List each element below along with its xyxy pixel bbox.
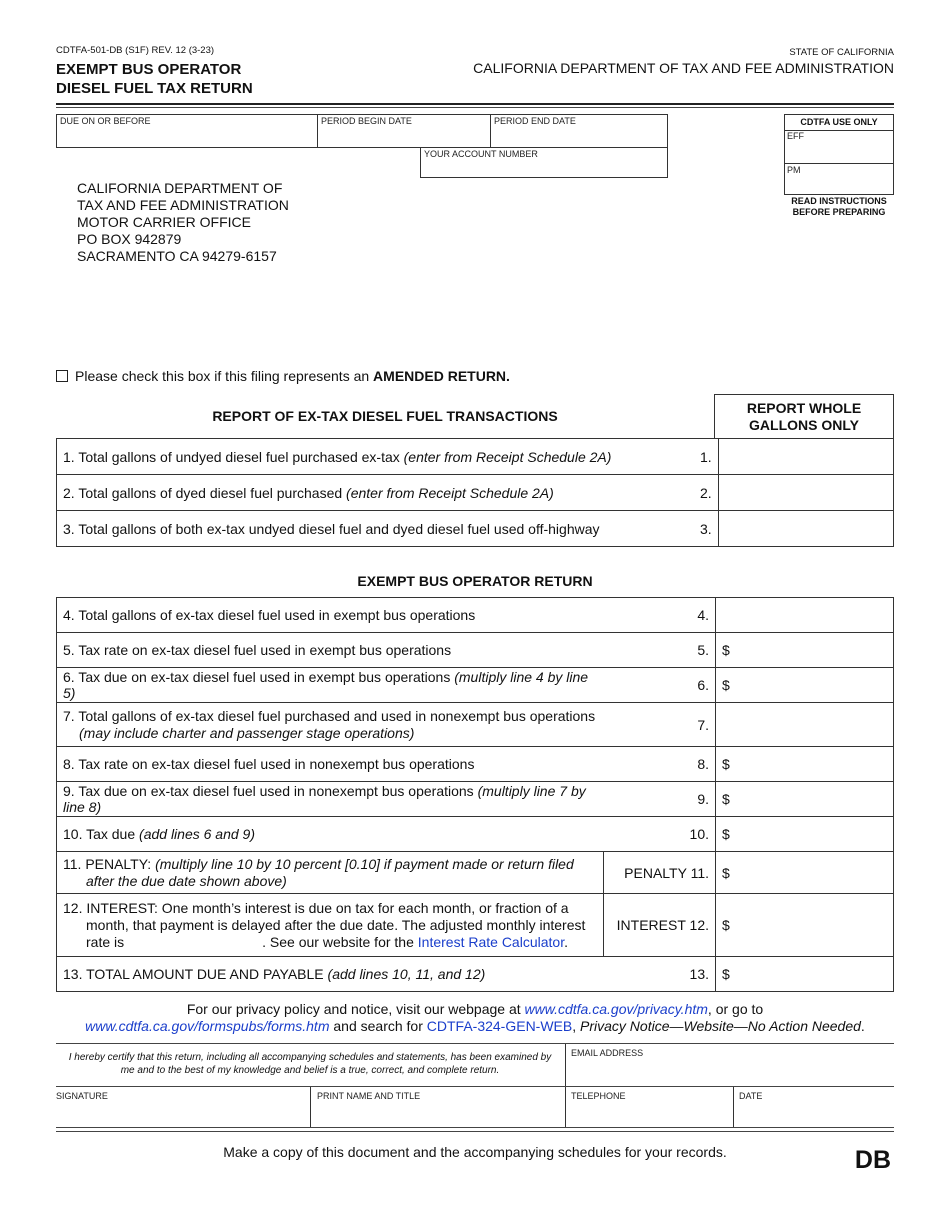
read-instructions-line2: BEFORE PREPARING bbox=[792, 207, 886, 217]
whole-gallons-line1: REPORT WHOLE bbox=[746, 400, 862, 416]
line13-description: 13. TOTAL AMOUNT DUE AND PAYABLE (add lines 10, 11, and 12) bbox=[57, 957, 604, 992]
penalty-label: PENALTY 11. bbox=[603, 852, 716, 894]
line5-description: 5. Tax rate on ex-tax diesel fuel used in exempt bus operations bbox=[57, 633, 604, 668]
date-label: DATE bbox=[739, 1091, 763, 1101]
section2-table bbox=[56, 597, 894, 992]
form-title-line1: EXEMPT BUS OPERATOR bbox=[56, 61, 242, 78]
period-end-label: PERIOD END DATE bbox=[494, 116, 576, 126]
interest-rate-calculator-link[interactable]: Interest Rate Calculator bbox=[417, 933, 565, 950]
cert-bottom-border-2 bbox=[56, 1131, 894, 1132]
line4-description: 4. Total gallons of ex-tax diesel fuel used in exempt bus operations bbox=[57, 598, 604, 633]
section1-table bbox=[56, 438, 894, 547]
due-date-label: DUE ON OR BEFORE bbox=[60, 116, 151, 126]
table-row bbox=[57, 598, 894, 633]
form-id: CDTFA-501-DB (S1F) REV. 12 (3-23) bbox=[56, 45, 215, 56]
email-label: EMAIL ADDRESS bbox=[571, 1048, 644, 1058]
form-title-line2: DIESEL FUEL TAX RETURN bbox=[56, 80, 253, 97]
line12-amount[interactable]: $ bbox=[716, 894, 894, 957]
line10-description: 10. Tax due (add lines 6 and 9) bbox=[57, 817, 604, 852]
line10-amount[interactable]: $ bbox=[716, 817, 894, 852]
line1-description: 1. Total gallons of undyed diesel fuel purchased ex-tax (enter from Receipt Schedule 2A) bbox=[57, 439, 694, 475]
line4-amount[interactable] bbox=[716, 598, 894, 633]
mailing-address bbox=[77, 180, 289, 265]
department-name: CALIFORNIA DEPARTMENT OF TAX AND FEE ADMINISTRATION bbox=[473, 60, 894, 76]
line5-amount[interactable]: $ bbox=[716, 633, 894, 668]
address-line: CALIFORNIA DEPARTMENT OF bbox=[77, 180, 283, 196]
table-row bbox=[57, 782, 894, 817]
table-row bbox=[57, 475, 894, 511]
table-row bbox=[57, 668, 894, 703]
line8-description: 8. Tax rate on ex-tax diesel fuel used in nonexempt bus operations bbox=[57, 747, 604, 782]
line1-number: 1. bbox=[694, 439, 718, 475]
line8-number: 8. bbox=[603, 747, 716, 782]
table-row bbox=[57, 747, 894, 782]
form-code: DB bbox=[854, 1146, 891, 1174]
line3-amount[interactable] bbox=[718, 511, 893, 547]
table-row bbox=[57, 703, 894, 747]
header-divider-thin bbox=[56, 107, 894, 108]
line9-description: 9. Tax due on ex-tax diesel fuel used in nonexempt bus operations (multiply line 7 by line 8) bbox=[57, 782, 604, 817]
line9-number: 9. bbox=[603, 782, 716, 817]
line5-number: 5. bbox=[603, 633, 716, 668]
address-line: MOTOR CARRIER OFFICE bbox=[77, 214, 251, 230]
date-field[interactable] bbox=[733, 1087, 895, 1127]
email-field[interactable] bbox=[565, 1044, 895, 1086]
read-instructions-line1: READ INSTRUCTIONS bbox=[791, 196, 887, 206]
line13-amount[interactable]: $ bbox=[716, 957, 894, 992]
line8-amount[interactable]: $ bbox=[716, 747, 894, 782]
line13-number: 13. bbox=[603, 957, 716, 992]
line9-amount[interactable]: $ bbox=[716, 782, 894, 817]
line3-description: 3. Total gallons of both ex-tax undyed diesel fuel and dyed diesel fuel used off-highway bbox=[57, 511, 694, 547]
eff-label: EFF bbox=[787, 131, 804, 141]
line6-number: 6. bbox=[603, 668, 716, 703]
signature-label: SIGNATURE bbox=[56, 1091, 108, 1101]
line2-description: 2. Total gallons of dyed diesel fuel purchased (enter from Receipt Schedule 2A) bbox=[57, 475, 694, 511]
cdtfa-324-link[interactable]: CDTFA-324-GEN-WEB bbox=[426, 1018, 573, 1034]
header-divider bbox=[56, 103, 894, 105]
table-row bbox=[57, 439, 894, 475]
table-row bbox=[57, 957, 894, 992]
cert-bottom-border bbox=[56, 1127, 894, 1128]
line2-number: 2. bbox=[694, 475, 718, 511]
line6-amount[interactable]: $ bbox=[716, 668, 894, 703]
pm-field[interactable] bbox=[785, 164, 893, 196]
table-row bbox=[57, 852, 894, 894]
whole-gallons-header bbox=[714, 394, 894, 439]
due-date-field[interactable] bbox=[56, 114, 318, 148]
read-instructions-note bbox=[784, 196, 894, 218]
forms-link[interactable]: www.cdtfa.ca.gov/formspubs/forms.htm bbox=[85, 1018, 330, 1034]
account-number-field[interactable] bbox=[420, 147, 668, 178]
address-line: SACRAMENTO CA 94279-6157 bbox=[77, 248, 277, 264]
account-number-label: YOUR ACCOUNT NUMBER bbox=[424, 149, 538, 159]
line2-amount[interactable] bbox=[718, 475, 893, 511]
table-row bbox=[57, 894, 894, 957]
line3-number: 3. bbox=[694, 511, 718, 547]
certification-statement: I hereby certify that this return, including all accompanying schedules and statements, has been examined by me and to the best of my knowledge and belief is a true, correct, and complete return. bbox=[68, 1052, 552, 1076]
period-begin-field[interactable] bbox=[317, 114, 491, 148]
privacy-link[interactable]: www.cdtfa.ca.gov/privacy.htm bbox=[524, 1001, 708, 1017]
privacy-notice: For our privacy policy and notice, visit our webpage at www.cdtfa.ca.gov/privacy.htm, or go to www.cdtfa.ca.gov/formspubs/forms.htm and search for CDTFA-324-GEN-WEB, Privacy Notice—Website—No Action Needed. bbox=[85, 1001, 865, 1034]
telephone-label: TELEPHONE bbox=[571, 1091, 626, 1101]
line6-description: 6. Tax due on ex-tax diesel fuel used in exempt bus operations (multiply line 4 by line 5) bbox=[57, 668, 604, 703]
interest-label: INTEREST 12. bbox=[603, 894, 716, 957]
table-row bbox=[57, 633, 894, 668]
period-begin-label: PERIOD BEGIN DATE bbox=[321, 116, 412, 126]
line4-number: 4. bbox=[603, 598, 716, 633]
whole-gallons-line2: GALLONS ONLY bbox=[749, 417, 859, 433]
amended-return-text: Please check this box if this filing represents an bbox=[75, 368, 370, 384]
line7-amount[interactable] bbox=[716, 703, 894, 747]
print-name-field[interactable] bbox=[310, 1087, 566, 1127]
line7-number: 7. bbox=[603, 703, 716, 747]
form-title bbox=[56, 60, 253, 98]
line7-description: 7. Total gallons of ex-tax diesel fuel purchased and used in nonexempt bus operations (may include charter and passenger stage operations) bbox=[57, 703, 604, 747]
line10-number: 10. bbox=[603, 817, 716, 852]
use-only-title: CDTFA USE ONLY bbox=[785, 115, 893, 131]
pm-label: PM bbox=[787, 165, 801, 175]
telephone-field[interactable] bbox=[565, 1087, 734, 1127]
signature-field[interactable] bbox=[56, 1087, 310, 1127]
address-line: PO BOX 942879 bbox=[77, 231, 182, 247]
section1-heading: REPORT OF EX-TAX DIESEL FUEL TRANSACTIONS bbox=[212, 408, 558, 424]
state-label: STATE OF CALIFORNIA bbox=[789, 47, 894, 58]
cdtfa-use-only-box bbox=[784, 114, 894, 195]
section2-heading: EXEMPT BUS OPERATOR RETURN bbox=[357, 573, 593, 589]
line11-description: 11. PENALTY: (multiply line 10 by 10 percent [0.10] if payment made or return filed after the due date shown above) bbox=[57, 852, 604, 894]
print-name-label: PRINT NAME AND TITLE bbox=[317, 1091, 421, 1101]
period-end-field[interactable] bbox=[490, 114, 668, 148]
line1-amount[interactable] bbox=[718, 439, 893, 475]
amended-return-checkbox[interactable] bbox=[56, 370, 68, 382]
table-row bbox=[57, 511, 894, 547]
address-line: TAX AND FEE ADMINISTRATION bbox=[77, 197, 289, 213]
amended-return-row bbox=[56, 368, 510, 384]
line11-amount[interactable]: $ bbox=[716, 852, 894, 894]
eff-field[interactable] bbox=[785, 131, 893, 164]
amended-return-bold: AMENDED RETURN. bbox=[373, 368, 510, 384]
line12-description: 12. INTEREST: One month’s interest is due on tax for each month, or fraction of a month, that payment is delayed after the due date. The adjusted monthly interest rate is . See our website for the Interest Rate Calculator. bbox=[57, 894, 604, 957]
table-row bbox=[57, 817, 894, 852]
footer-note: Make a copy of this document and the accompanying schedules for your records. bbox=[223, 1144, 727, 1160]
